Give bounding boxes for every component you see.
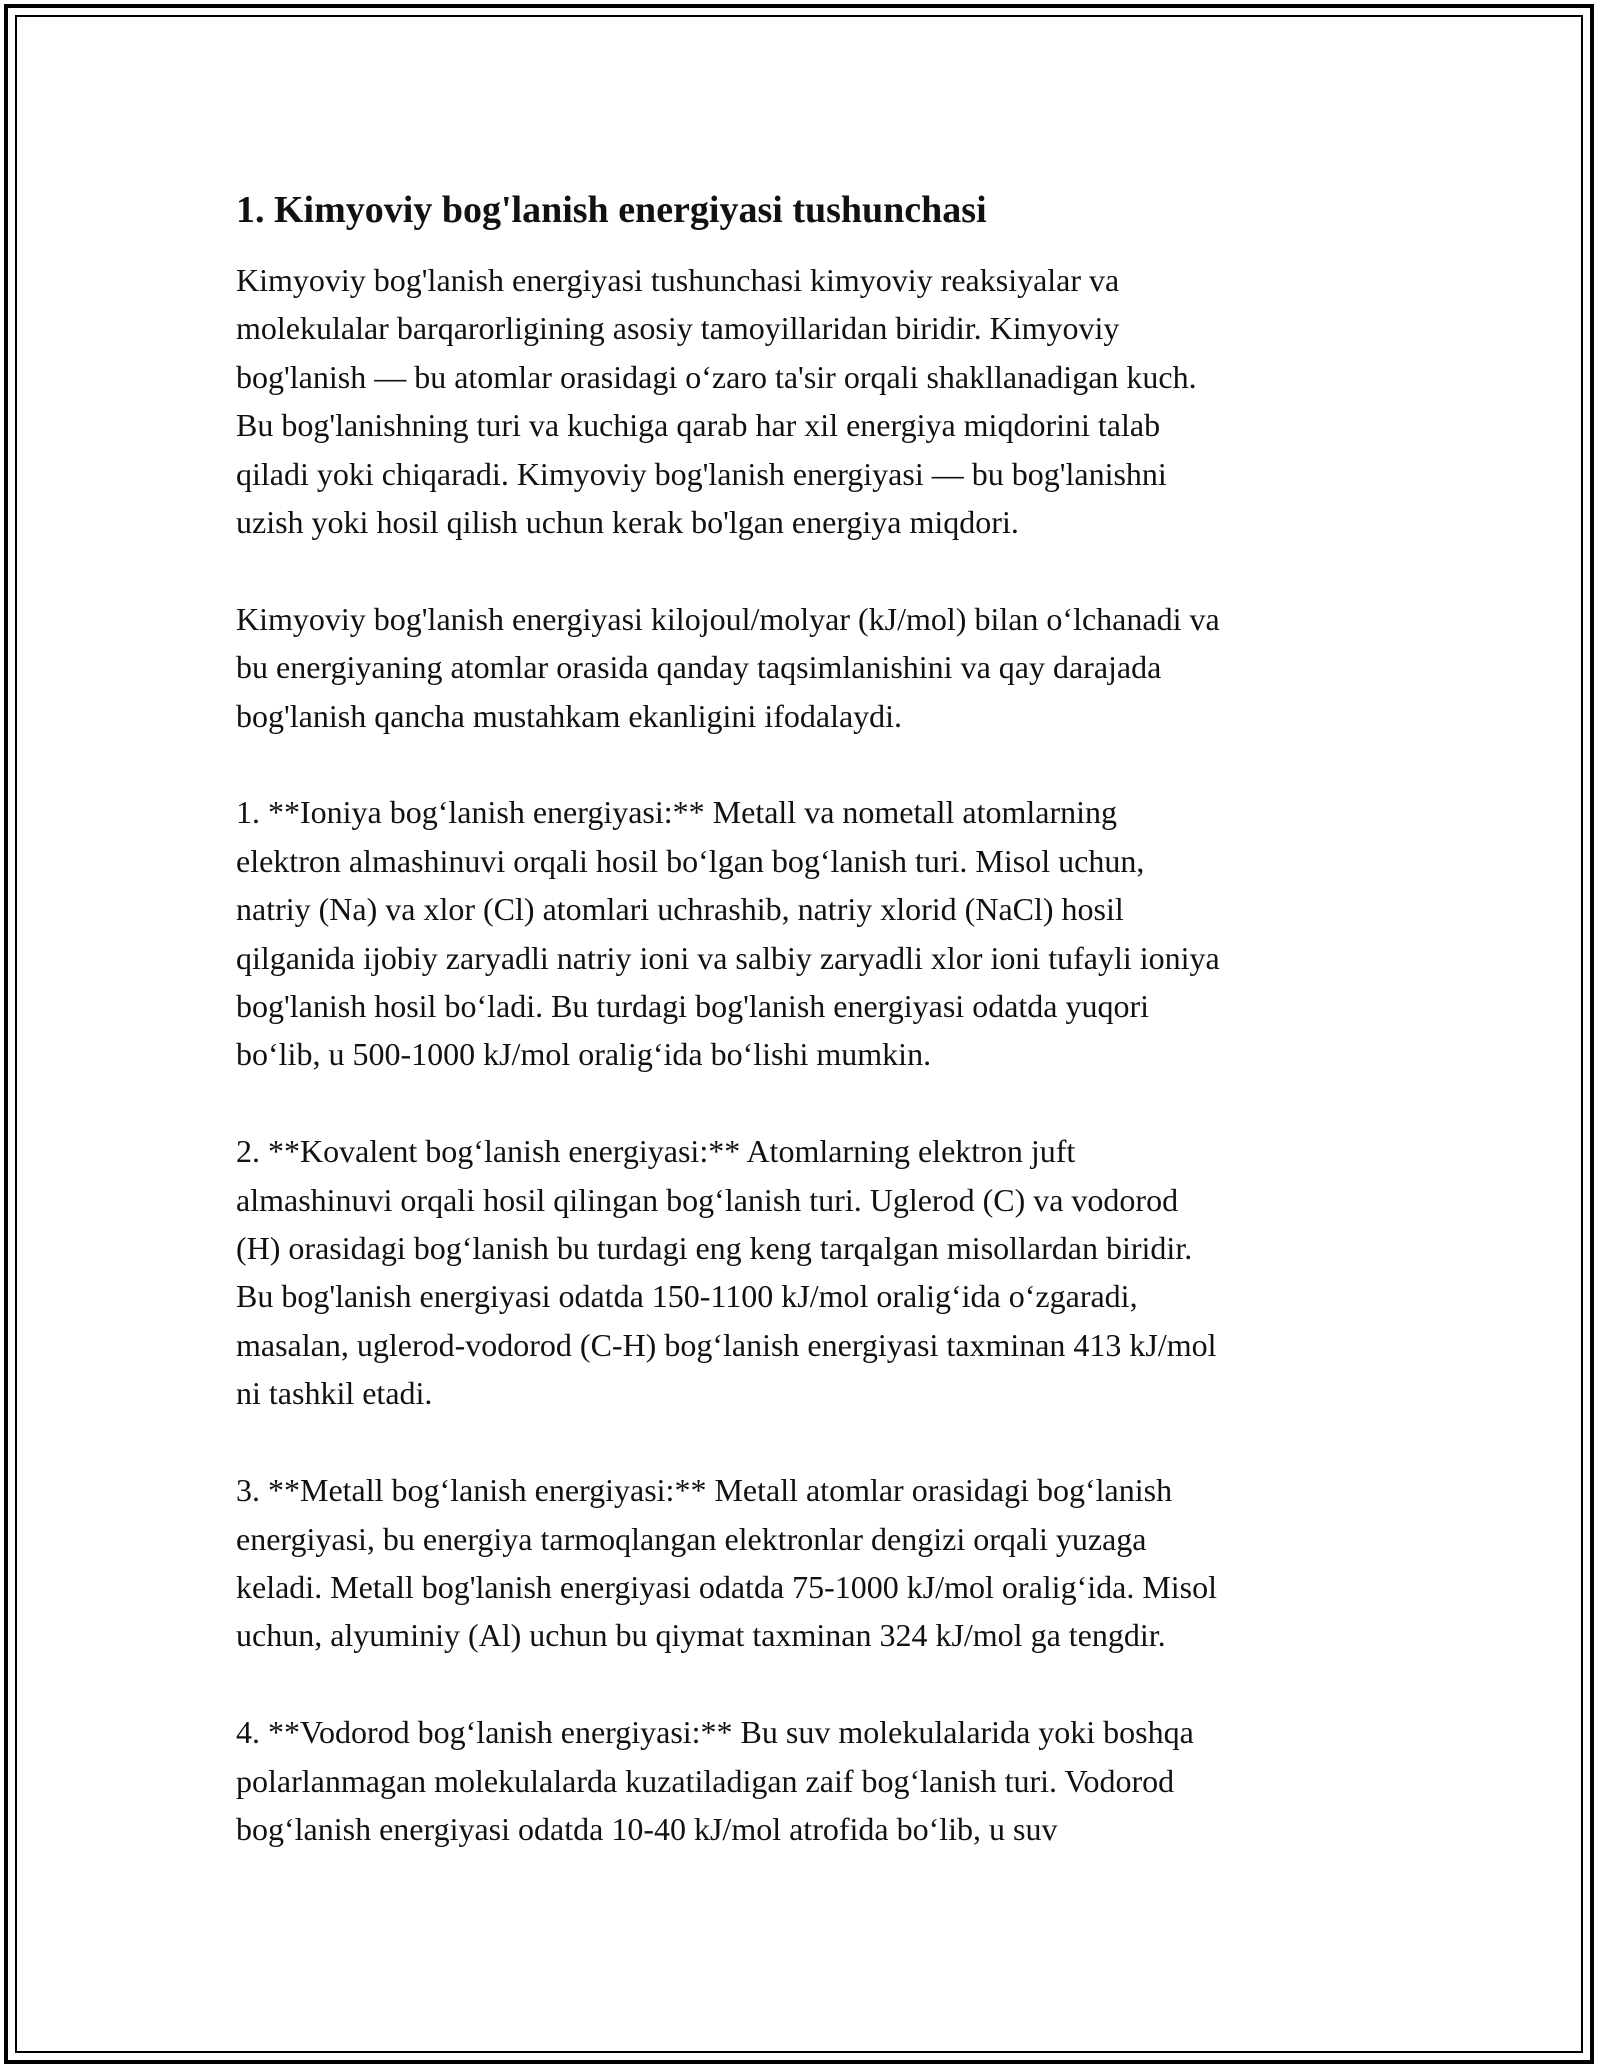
paragraph <box>236 256 1376 546</box>
text-line: 4. **Vodorod bog‘lanish energiyasi:** Bu suv molekulalarida yoki boshqa <box>236 1714 1194 1751</box>
text-line: 1. **Ioniya bog‘lanish energiyasi:** Metall va nometall atomlarning <box>236 794 1117 831</box>
text-line: polarlanmagan molekulalarda kuzatiladigan zaif bog‘lanish turi. Vodorod <box>236 1762 1175 1799</box>
text-line: ni tashkil etadi. <box>236 1375 433 1412</box>
document-body <box>236 186 1376 1853</box>
paragraph <box>236 1466 1376 1660</box>
text-line: 3. **Metall bog‘lanish energiyasi:** Metall atomlar orasidagi bog‘lanish <box>236 1472 1173 1509</box>
section-heading: 1. Kimyoviy bog'lanish energiyasi tushunchasi <box>236 189 987 231</box>
text-line: bo‘lib, u 500-1000 kJ/mol oralig‘ida bo‘lishi mumkin. <box>236 1036 932 1073</box>
text-line: qiladi yoki chiqaradi. Kimyoviy bog'lanish energiyasi — bu bog'lanishni <box>236 455 1167 492</box>
text-line: molekulalar barqarorligining asosiy tamoyillaridan biridir. Kimyoviy <box>236 310 1120 347</box>
text-line: bog'lanish — bu atomlar orasidagi o‘zaro ta'sir orqali shakllanadigan kuch. <box>236 358 1197 395</box>
text-line: elektron almashinuvi orqali hosil bo‘lgan bog‘lanish turi. Misol uchun, <box>236 842 1145 879</box>
text-line: natriy (Na) va xlor (Cl) atomlari uchrashib, natriy xlorid (NaCl) hosil <box>236 891 1124 928</box>
text-line: Kimyoviy bog'lanish energiyasi kilojoul/molyar (kJ/mol) bilan o‘lchanadi va <box>236 600 1220 637</box>
text-line: Bu bog'lanishning turi va kuchiga qarab har xil energiya miqdorini talab <box>236 407 1161 444</box>
text-line: bog‘lanish energiyasi odatda 10-40 kJ/mol atrofida bo‘lib, u suv <box>236 1810 1058 1847</box>
text-line: bog'lanish hosil bo‘ladi. Bu turdagi bog'lanish energiyasi odatda yuqori <box>236 988 1150 1025</box>
text-line: uzish yoki hosil qilish uchun kerak bo'lgan energiya miqdori. <box>236 504 1019 541</box>
text-line: 2. **Kovalent bog‘lanish energiyasi:** Atomlarning elektron juft <box>236 1133 1076 1170</box>
text-line: keladi. Metall bog'lanish energiyasi odatda 75-1000 kJ/mol oralig‘ida. Misol <box>236 1568 1217 1605</box>
text-line: masalan, uglerod-vodorod (C-H) bog‘lanish energiyasi taxminan 413 kJ/mol <box>236 1326 1217 1363</box>
text-line: Kimyoviy bog'lanish energiyasi tushunchasi kimyoviy reaksiyalar va <box>236 262 1120 298</box>
paragraph <box>236 788 1376 1078</box>
text-line: almashinuvi orqali hosil qilingan bog‘lanish turi. Uglerod (C) va vodorod <box>236 1181 1179 1218</box>
text-line: energiyasi, bu energiya tarmoqlangan elektronlar dengizi orqali yuzaga <box>236 1520 1147 1557</box>
paragraph <box>236 1127 1376 1417</box>
text-line: Bu bog'lanish energiyasi odatda 150-1100 kJ/mol oralig‘ida o‘zgaradi, <box>236 1278 1138 1315</box>
paragraph-list <box>236 256 1376 1853</box>
text-line: uchun, alyuminiy (Al) uchun bu qiymat taxminan 324 kJ/mol ga tengdir. <box>236 1617 1166 1654</box>
paragraph <box>236 595 1376 740</box>
text-line: (H) orasidagi bog‘lanish bu turdagi eng keng tarqalgan misollardan biridir. <box>236 1230 1193 1267</box>
paragraph <box>236 1708 1376 1853</box>
text-line: bu energiyaning atomlar orasida qanday taqsimlanishini va qay darajada <box>236 649 1162 686</box>
text-line: qilganida ijobiy zaryadli natriy ioni va salbiy zaryadli xlor ioni tufayli ioniya <box>236 939 1220 976</box>
text-line: bog'lanish qancha mustahkam ekanligini ifodalaydi. <box>236 697 903 734</box>
